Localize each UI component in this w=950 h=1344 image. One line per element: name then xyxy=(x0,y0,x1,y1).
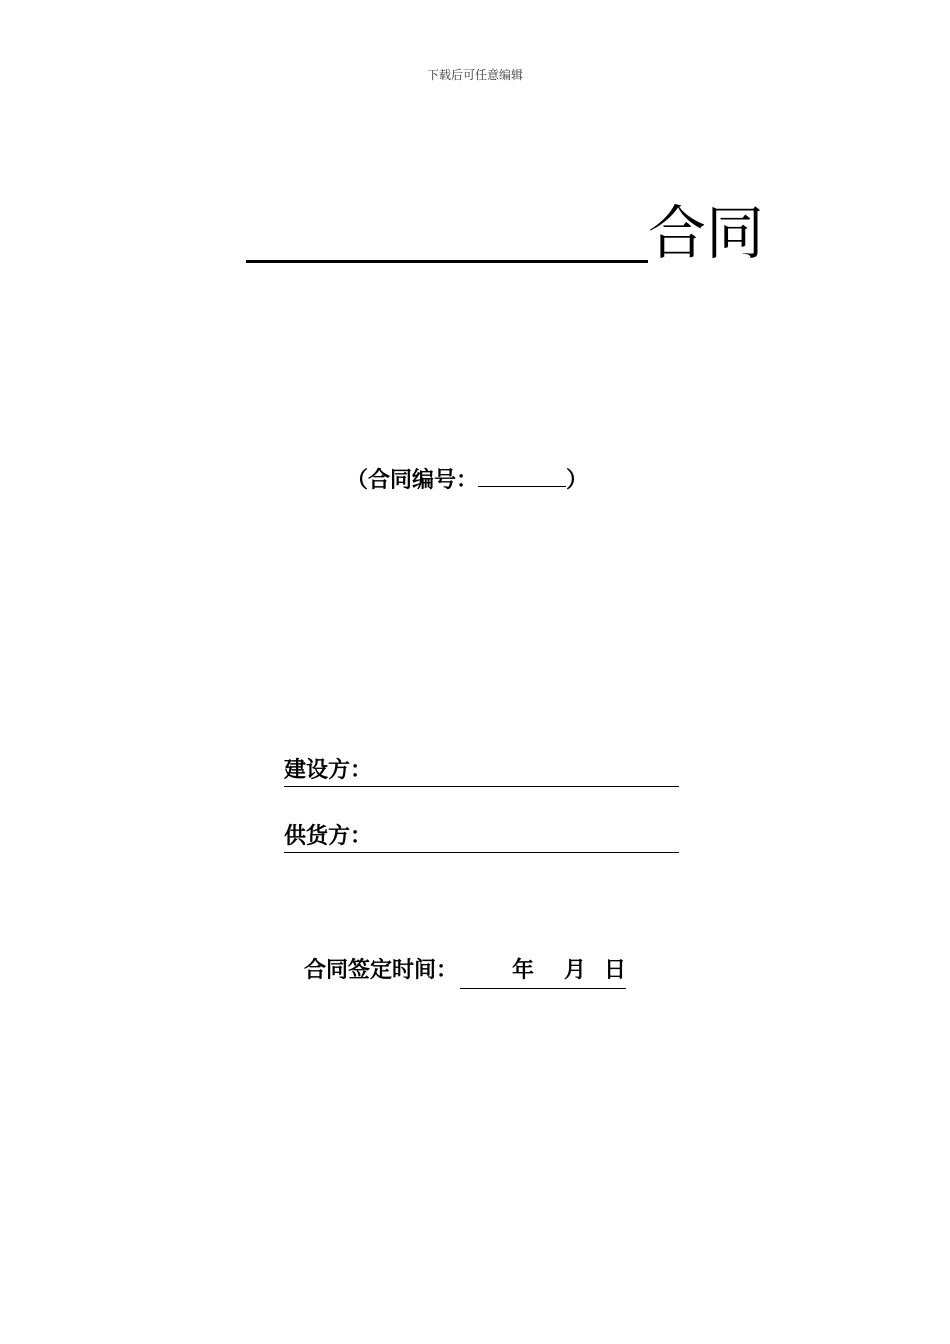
contract-number xyxy=(346,464,588,496)
contract-number-blank xyxy=(478,464,566,487)
builder-field xyxy=(284,756,679,787)
signing-day: 日 xyxy=(604,958,627,983)
title-blank-line xyxy=(246,260,648,263)
contract-title xyxy=(246,198,786,268)
contract-number-close: ） xyxy=(566,468,589,493)
header-note: 下载后可任意编辑 xyxy=(426,68,523,82)
signing-year: 年 xyxy=(512,958,535,983)
supplier-field xyxy=(284,822,679,853)
signing-date-row xyxy=(304,954,626,988)
builder-label: 建设方： xyxy=(284,756,372,787)
supplier-label: 供货方： xyxy=(284,822,372,853)
contract-number-open: （合同编号： xyxy=(346,468,479,493)
signing-month: 月 xyxy=(564,958,587,983)
signing-label: 合同签定时间： xyxy=(304,958,459,983)
title-text: 合同 xyxy=(648,199,765,267)
signing-date-field xyxy=(460,954,626,989)
